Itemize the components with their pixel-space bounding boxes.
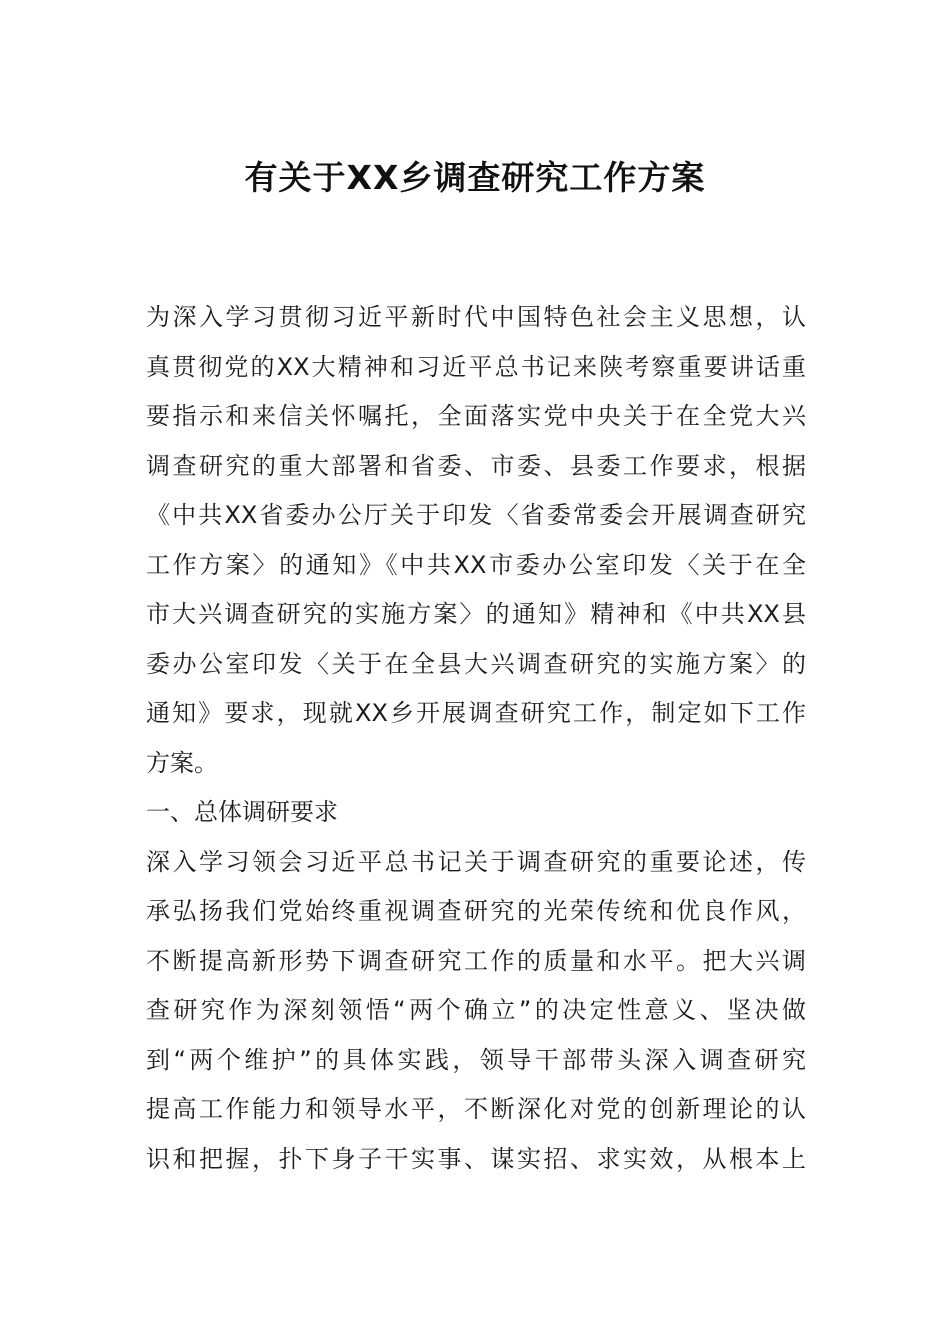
paragraph-line: 提高工作能力和领导水平，不断深化对党的创新理论的认 <box>146 1095 806 1123</box>
paragraph-line: 要指示和来信关怀嘱托，全面落实党中央关于在全党大兴 <box>146 402 806 430</box>
paragraph-line: 为深入学习贯彻习近平新时代中国特色社会主义思想，认 <box>146 303 806 331</box>
paragraph-line: 查研究作为深刻领悟“两个确立”的决定性意义、坚决做 <box>146 996 806 1024</box>
section-heading: 一、总体调研要求 <box>146 798 338 826</box>
paragraph-line: 委办公室印发〈关于在全县大兴调查研究的实施方案〉的 <box>146 649 806 678</box>
paragraph-line: 不断提高新形势下调查研究工作的质量和水平。把大兴调 <box>146 946 806 975</box>
document-body <box>146 293 806 1184</box>
paragraph-line: 方案。 <box>146 748 218 777</box>
paragraph-line: 真贯彻党的XX大精神和习近平总书记来陕考察重要讲话重 <box>146 352 806 381</box>
paragraph-line: 承弘扬我们党始终重视调查研究的光荣传统和优良作风， <box>146 897 806 925</box>
paragraph-line: 市大兴调查研究的实施方案〉的通知》精神和《中共XX县 <box>146 600 806 628</box>
document-title: 有关于XX乡调查研究工作方案 <box>244 158 706 197</box>
paragraph-line: 识和把握，扑下身子干实事、谋实招、求实效，从根本上 <box>146 1144 806 1173</box>
paragraph-line: 工作方案〉的通知》《中共XX市委办公室印发〈关于在全 <box>146 550 806 579</box>
paragraph-line: 深入学习领会习近平总书记关于调查研究的重要论述，传 <box>146 847 806 876</box>
paragraph-line: 调查研究的重大部署和省委、市委、县委工作要求，根据 <box>146 451 806 480</box>
paragraph-line: 《中共XX省委办公厅关于印发〈省委常委会开展调查研究 <box>146 501 806 529</box>
paragraph-line: 通知》要求，现就XX乡开展调查研究工作，制定如下工作 <box>146 699 806 727</box>
paragraph-line: 到“两个维护”的具体实践，领导干部带头深入调查研究 <box>146 1045 806 1074</box>
